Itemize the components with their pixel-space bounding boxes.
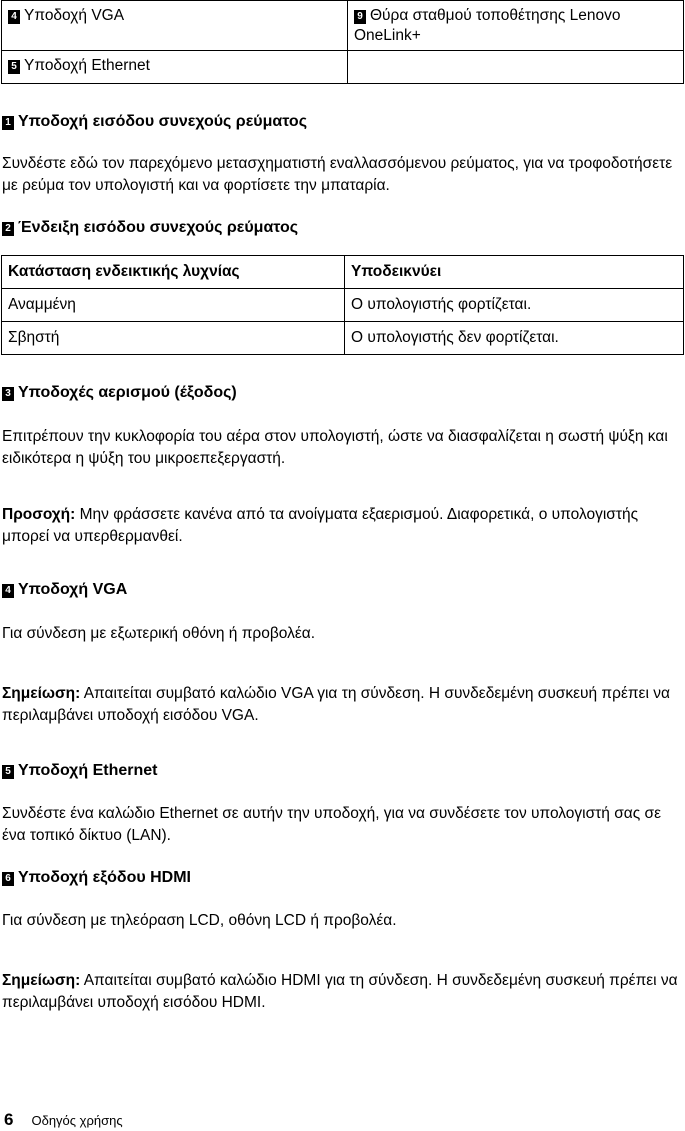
table-cell: Ο υπολογιστής φορτίζεται. <box>345 289 684 322</box>
section-heading-vents <box>2 384 237 402</box>
callout-number: 6 <box>2 872 14 886</box>
section-body: Για σύνδεση με εξωτερική οθόνη ή προβολέα. <box>2 625 316 642</box>
callout-number: 1 <box>2 116 14 130</box>
heading-text: Υποδοχή VGA <box>18 581 128 598</box>
table-cell <box>348 1 684 51</box>
heading-text: Υποδοχή εισόδου συνεχούς ρεύματος <box>18 113 308 130</box>
cell-text: Υποδοχή VGA <box>24 7 125 24</box>
note-text: Μην φράσσετε κανένα από τα ανοίγματα εξαερισμού. Διαφορετικά, ο υπολογιστής μπορεί να υπερθερμανθεί. <box>2 506 639 545</box>
heading-text: Ένδειξη εισόδου συνεχούς ρεύματος <box>18 219 299 236</box>
section-body: Συνδέστε εδώ τον παρεχόμενο μετασχηματιστή εναλλασσόμενου ρεύματος, για να τροφοδοτήσετε με ρεύμα τον υπολογιστή και να φορτίσετε την μπαταρία. <box>2 155 673 194</box>
table-cell <box>348 51 684 84</box>
table-header-row <box>2 256 684 289</box>
cell-text: Θύρα σταθμού τοποθέτησης Lenovo OneLink+ <box>354 7 621 44</box>
led-status-table <box>1 255 684 355</box>
note-text: Απαιτείται συμβατό καλώδιο HDMI για τη σύνδεση. Η συνδεδεμένη συσκευή πρέπει να περιλαμβάνει υποδοχή εισόδου HDMI. <box>2 972 678 1011</box>
callout-number: 3 <box>2 387 14 401</box>
section-heading-ethernet <box>2 762 157 780</box>
callout-number: 5 <box>2 765 14 779</box>
section-body: Επιτρέπουν την κυκλοφορία του αέρα στον υπολογιστή, ώστε να διασφαλίζεται η σωστή ψύξη και ειδικότερα η ψύξη του μικροεπεξεργαστή. <box>2 428 668 467</box>
heading-text: Υποδοχές αερισμού (έξοδος) <box>18 384 237 401</box>
callout-number: 4 <box>8 10 20 24</box>
footer-title: Οδηγός χρήσης <box>31 1113 123 1128</box>
table-cell <box>2 1 348 51</box>
column-header: Κατάσταση ενδεικτικής λυχνίας <box>2 256 345 289</box>
connector-table <box>1 0 684 84</box>
table-row <box>2 1 684 51</box>
section-body: Συνδέστε ένα καλώδιο Ethernet σε αυτήν την υποδοχή, για να συνδέσετε τον υπολογιστή σας σε ένα τοπικό δίκτυο (LAN). <box>2 805 662 844</box>
callout-number: 4 <box>2 584 14 598</box>
table-cell: Ο υπολογιστής δεν φορτίζεται. <box>345 322 684 355</box>
caution-note <box>2 504 682 548</box>
callout-number: 2 <box>2 222 14 236</box>
table-cell: Αναμμένη <box>2 289 345 322</box>
page-number: 6 <box>4 1110 14 1129</box>
section-heading-dc-indicator <box>2 219 298 237</box>
note <box>2 683 682 727</box>
note-label: Σημείωση: <box>2 685 81 702</box>
section-heading-vga <box>2 581 127 599</box>
callout-number: 5 <box>8 60 20 74</box>
table-row <box>2 51 684 84</box>
page-footer <box>4 1110 123 1130</box>
cell-text: Υποδοχή Ethernet <box>24 57 150 74</box>
column-header: Υποδεικνύει <box>345 256 684 289</box>
callout-number: 9 <box>354 10 366 24</box>
section-heading-hdmi <box>2 869 191 887</box>
table-row <box>2 289 684 322</box>
note-label: Σημείωση: <box>2 972 81 989</box>
section-heading-dc-in <box>2 113 307 131</box>
note <box>2 970 682 1014</box>
note-label: Προσοχή: <box>2 506 76 523</box>
table-cell: Σβηστή <box>2 322 345 355</box>
table-cell <box>2 51 348 84</box>
heading-text: Υποδοχή Ethernet <box>18 762 158 779</box>
heading-text: Υποδοχή εξόδου HDMI <box>18 869 191 886</box>
section-body: Για σύνδεση με τηλεόραση LCD, οθόνη LCD ή προβολέα. <box>2 912 397 929</box>
note-text: Απαιτείται συμβατό καλώδιο VGA για τη σύνδεση. Η συνδεδεμένη συσκευή πρέπει να περιλαμβάνει υποδοχή εισόδου VGA. <box>2 685 670 724</box>
table-row <box>2 322 684 355</box>
